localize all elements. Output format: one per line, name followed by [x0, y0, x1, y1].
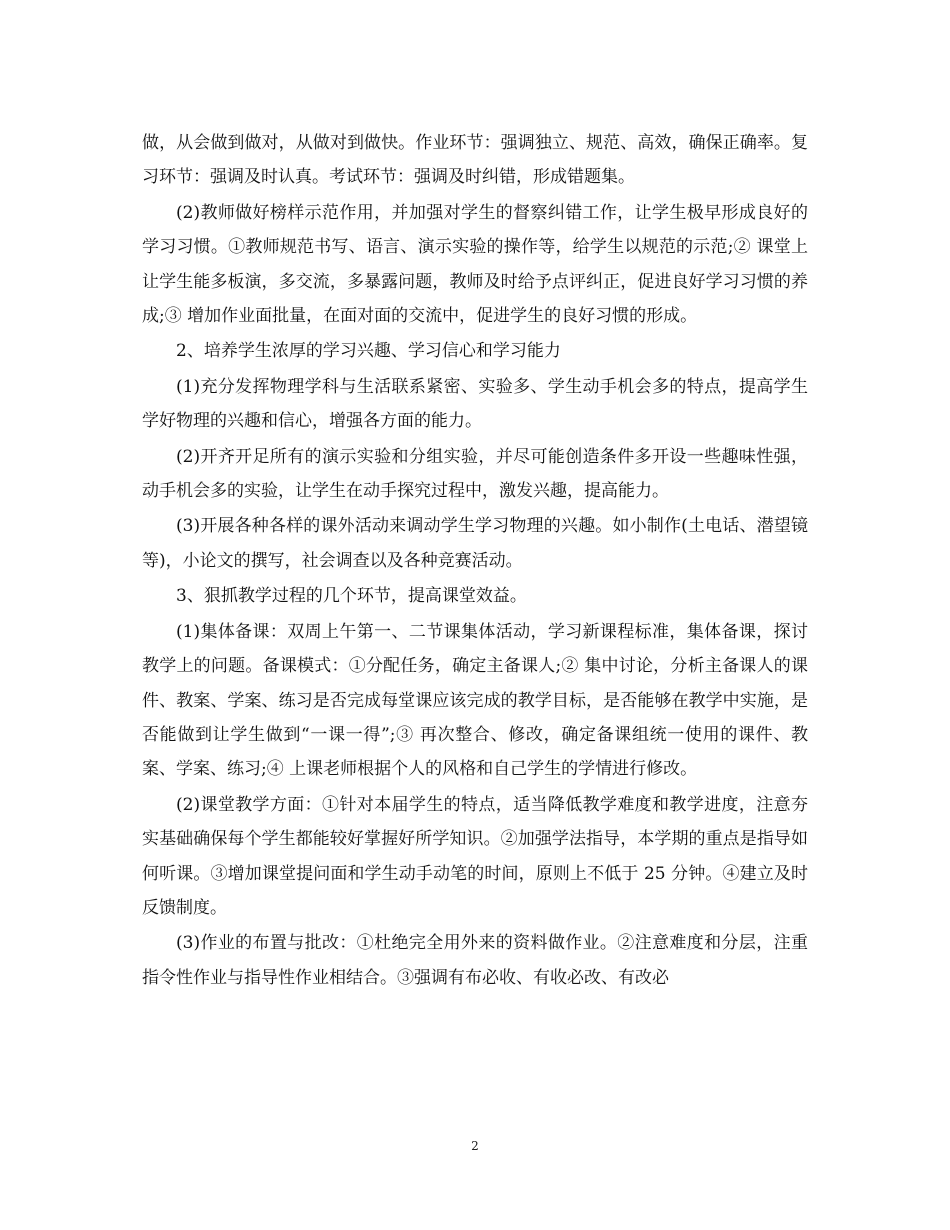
paragraph-8: (1)集体备课：双周上午第一、二节课集体活动，学习新课程标准，集体备课，探讨教学上的问题。备课模式：①分配任务，确定主备课人;② 集中讨论，分析主备课人的课件、教案、学案、练习是否完成每堂课应该完成的教学目标，是否能够在教学中实施，是否能做到让学生做到“一课一得”;③ 再次整合、修改，确定备课组统一使用的课件、教案、学案、练习;④ 上课老师根据个人的风格和自己学生的学情进行修改。	[142, 621, 808, 780]
paragraph-9: (2)课堂教学方面：①针对本届学生的特点，适当降低教学难度和教学进度，注意夯实基础确保每个学生都能较好掌握好所学知识。②加强学法指导，本学期的重点是指导如何听课。③增加课堂提问面和学生动手动笔的时间，原则上不低于 25 分钟。④建立及时反馈制度。	[142, 794, 808, 918]
paragraph-10: (3)作业的布置与批改：①杜绝完全用外来的资料做作业。②注意难度和分层，注重指令性作业与指导性作业相结合。③强调有布必收、有收必改、有改必	[142, 933, 808, 988]
paragraph-6: (3)开展各种各样的课外活动来调动学生学习物理的兴趣。如小制作(土电话、潜望镜等)，小论文的撰写，社会调查以及各种竞赛活动。	[142, 516, 808, 571]
paragraph-1: 做，从会做到做对，从做对到做快。作业环节：强调独立、规范、高效，确保正确率。复习环节：强调及时认真。考试环节：强调及时纠错，形成错题集。	[142, 133, 808, 188]
paragraph-4: (1)充分发挥物理学科与生活联系紧密、实验多、学生动手机会多的特点，提高学生学好物理的兴趣和信心，增强各方面的能力。	[142, 376, 808, 432]
paragraph-5: (2)开齐开足所有的演示实验和分组实验，并尽可能创造条件多开设一些趣味性强，动手机会多的实验，让学生在动手探究过程中，激发兴趣，提高能力。	[142, 446, 808, 502]
section-heading-3: 3、狠抓教学过程的几个环节，提高课堂效益。	[176, 586, 527, 607]
document-body	[142, 126, 808, 996]
paragraph-2: (2)教师做好榜样示范作用，并加强对学生的督察纠错工作，让学生极早形成良好的学习习惯。①教师规范书写、语言、演示实验的操作等，给学生以规范的示范;② 课堂上让学生能多板演，多交流，多暴露问题，教师及时给予点评纠正，促进良好学习习惯的养成;③ 增加作业面批量，在面对面的交流中，促进学生的良好习惯的形成。	[142, 202, 808, 327]
page-number: 2	[471, 1139, 479, 1153]
section-heading-2: 2、培养学生浓厚的学习兴趣、学习信心和学习能力	[176, 341, 561, 362]
